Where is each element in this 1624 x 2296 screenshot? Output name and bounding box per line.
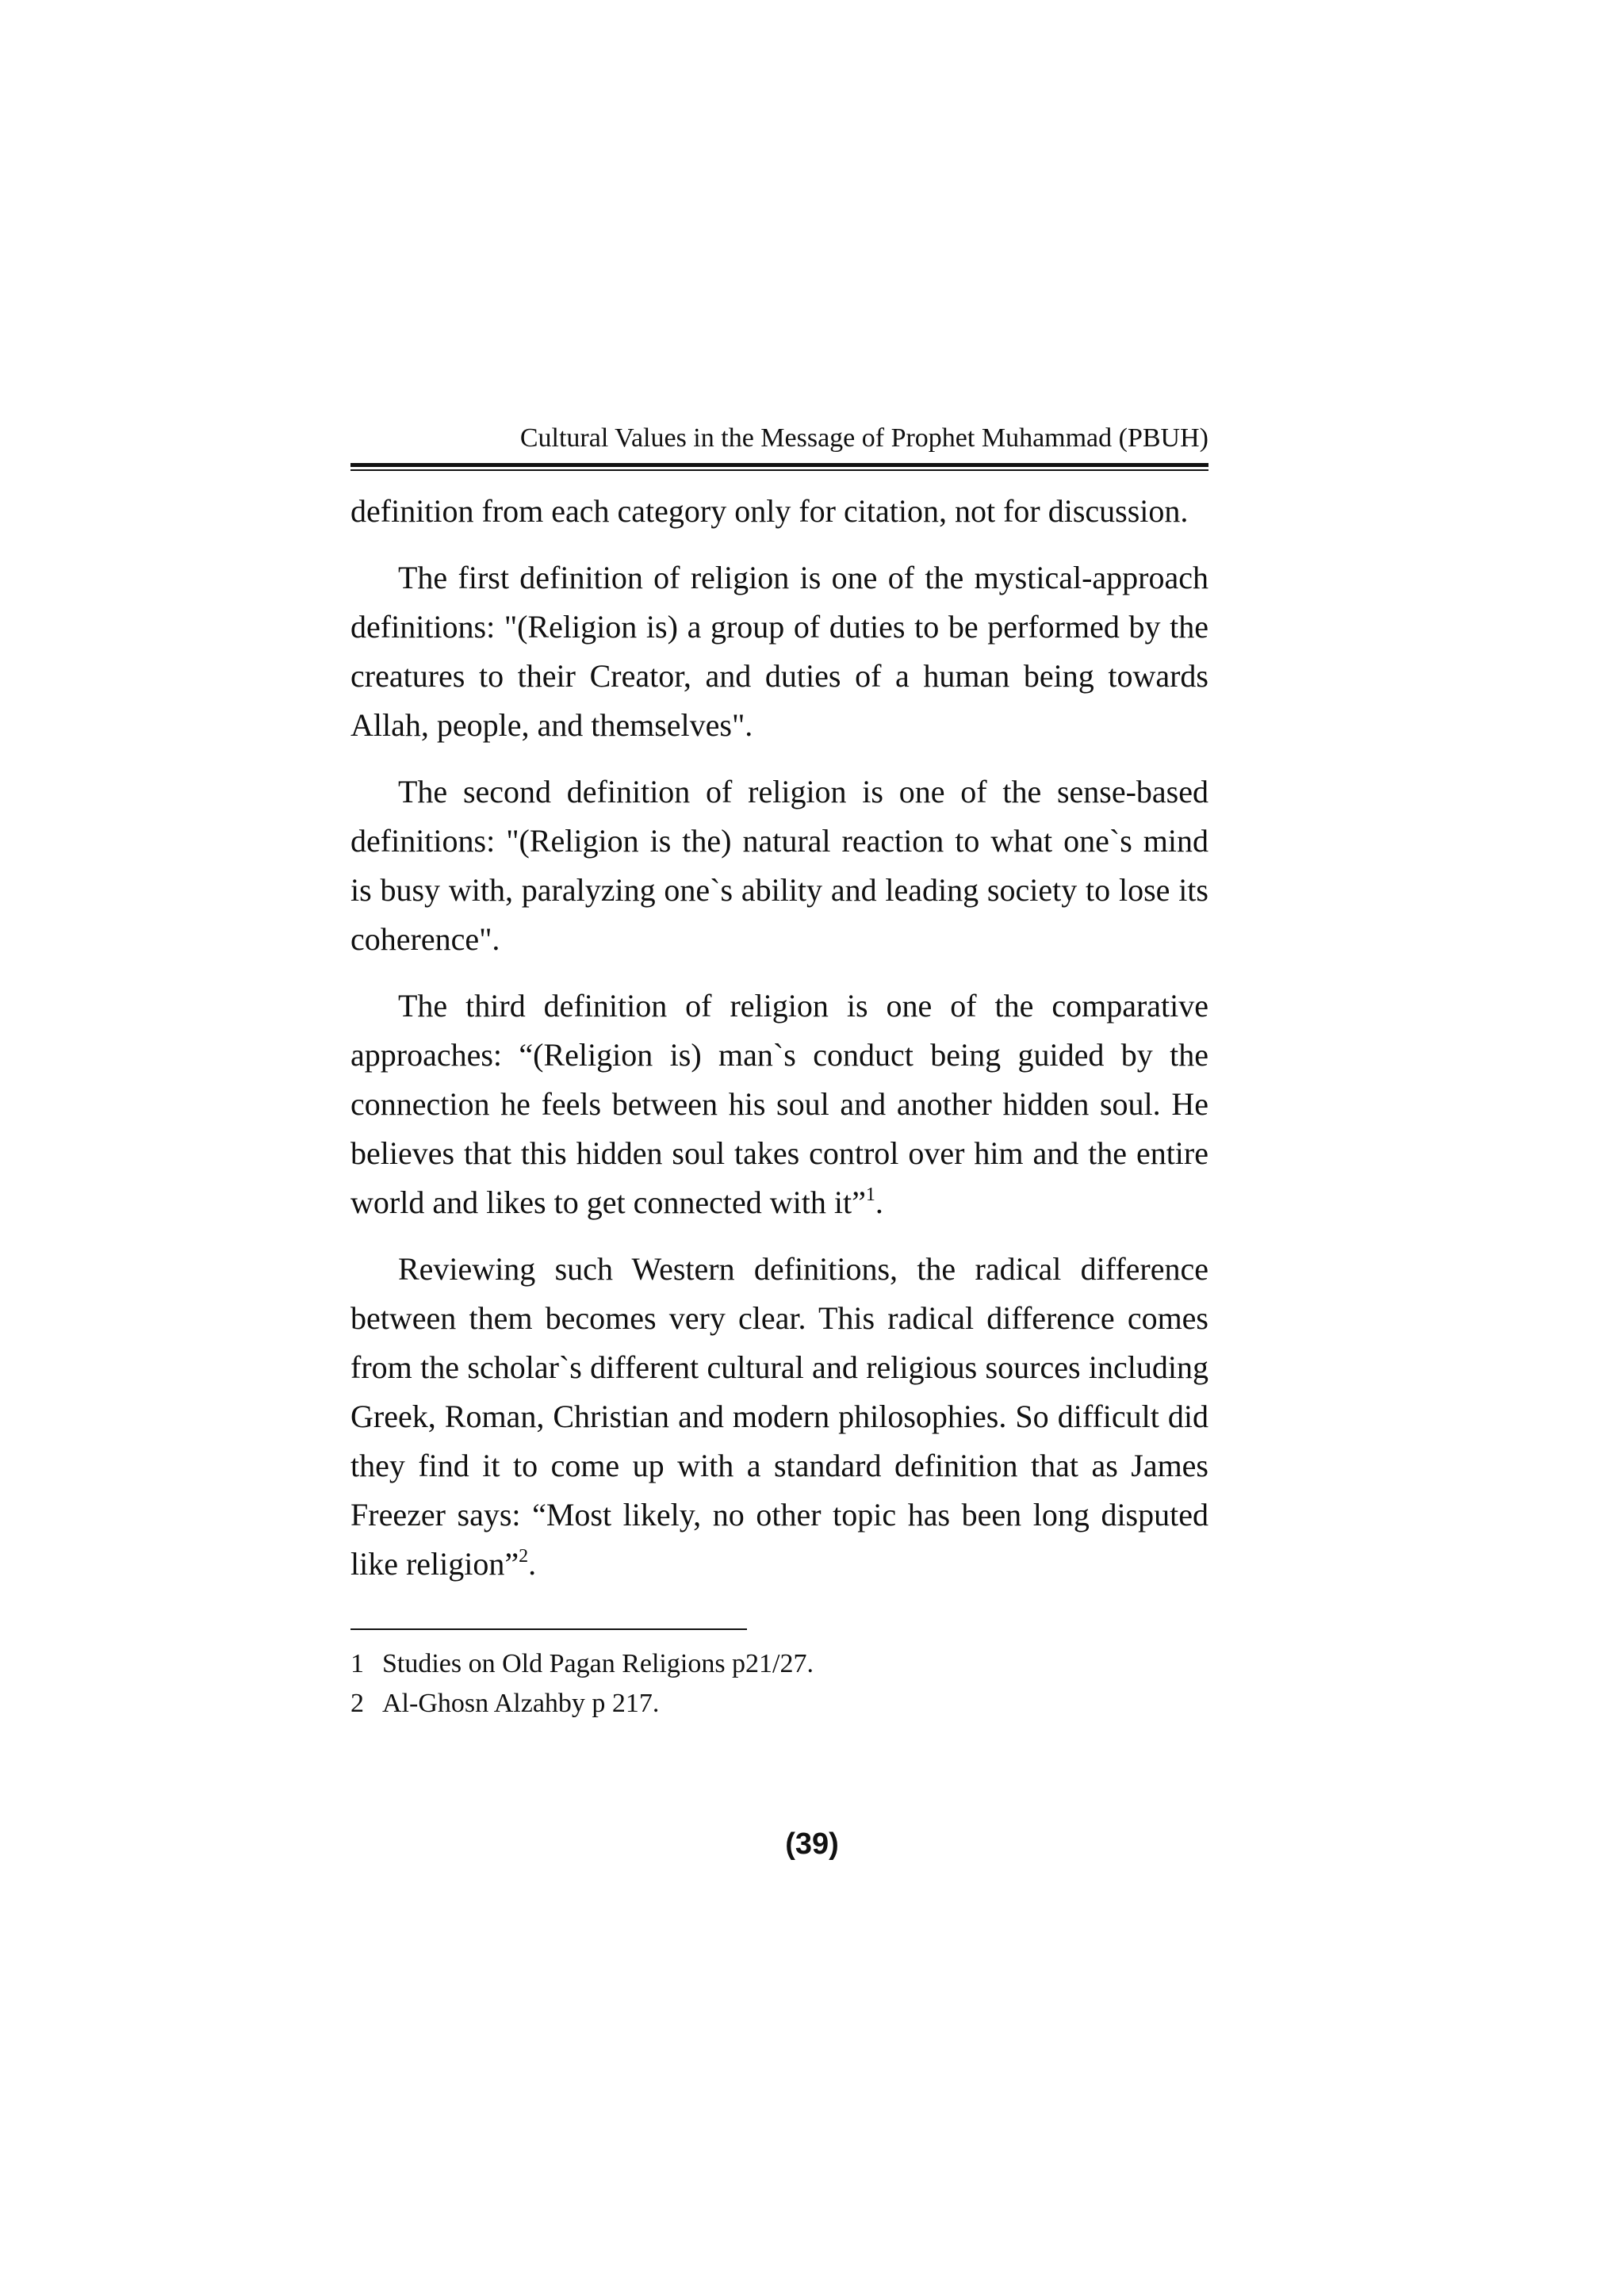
header-rule-thick — [350, 463, 1208, 467]
footnote-2-number: 2 — [350, 1689, 364, 1718]
footnote-1 — [350, 1644, 1208, 1684]
paragraph-4-end: . — [875, 1184, 883, 1220]
paragraph-5-end: . — [528, 1546, 537, 1582]
footnote-2 — [350, 1684, 1208, 1724]
footnote-1-text: Studies on Old Pagan Religions p21/27. — [382, 1649, 814, 1678]
footnote-ref-1[interactable]: 1 — [865, 1184, 875, 1205]
body-text — [350, 487, 1208, 1589]
paragraph-1-text: definition from each category only for citation, not for discussion. — [350, 493, 1189, 529]
paragraph-2 — [350, 553, 1208, 750]
running-header: Cultural Values in the Message of Prophet Muhammad (PBUH) — [519, 423, 1208, 453]
paragraph-4 — [350, 982, 1208, 1227]
paragraph-4-text: The third definition of religion is one of the comparative approaches: “(Religion is) man`s conduct being guided by the connection he feels between his soul and another hidden soul. He believes that this hidden soul takes control over him and the entire world and likes to get connected with it” — [350, 988, 1208, 1220]
footnote-1-number: 1 — [350, 1649, 364, 1678]
footnote-rule — [350, 1628, 747, 1630]
header-rule-thin — [350, 469, 1208, 471]
paragraph-3 — [350, 767, 1208, 964]
footnotes — [350, 1644, 1208, 1724]
paragraph-1 — [350, 487, 1208, 536]
paragraph-5-text: Reviewing such Western definitions, the radical difference between them becomes very clear. This radical difference comes from the scholar`s different cultural and religious sources including Greek, Roman, Christian and modern philosophies. So difficult did they find it to come up with a standard definition that as James Freezer says: “Most likely, no other topic has been long disputed like religion” — [350, 1251, 1208, 1582]
book-page — [350, 420, 1208, 1724]
footnote-2-text: Al-Ghosn Alzahby p 217. — [382, 1689, 660, 1718]
paragraph-5 — [350, 1245, 1208, 1589]
paragraph-2-text: The first definition of religion is one of the mystical-approach definitions: "(Religion is) a group of duties to be performed by the creatures to their Creator, and duties of a human being towards Allah, people, and themselves". — [350, 560, 1208, 743]
paragraph-3-text: The second definition of religion is one of the sense-based definitions: "(Religion is the) natural reaction to what one`s mind is busy with, paralyzing one`s ability and leading society to lose its coherence". — [350, 774, 1208, 957]
footnote-ref-2[interactable]: 2 — [519, 1546, 529, 1567]
page-number: (39) — [785, 1827, 839, 1861]
